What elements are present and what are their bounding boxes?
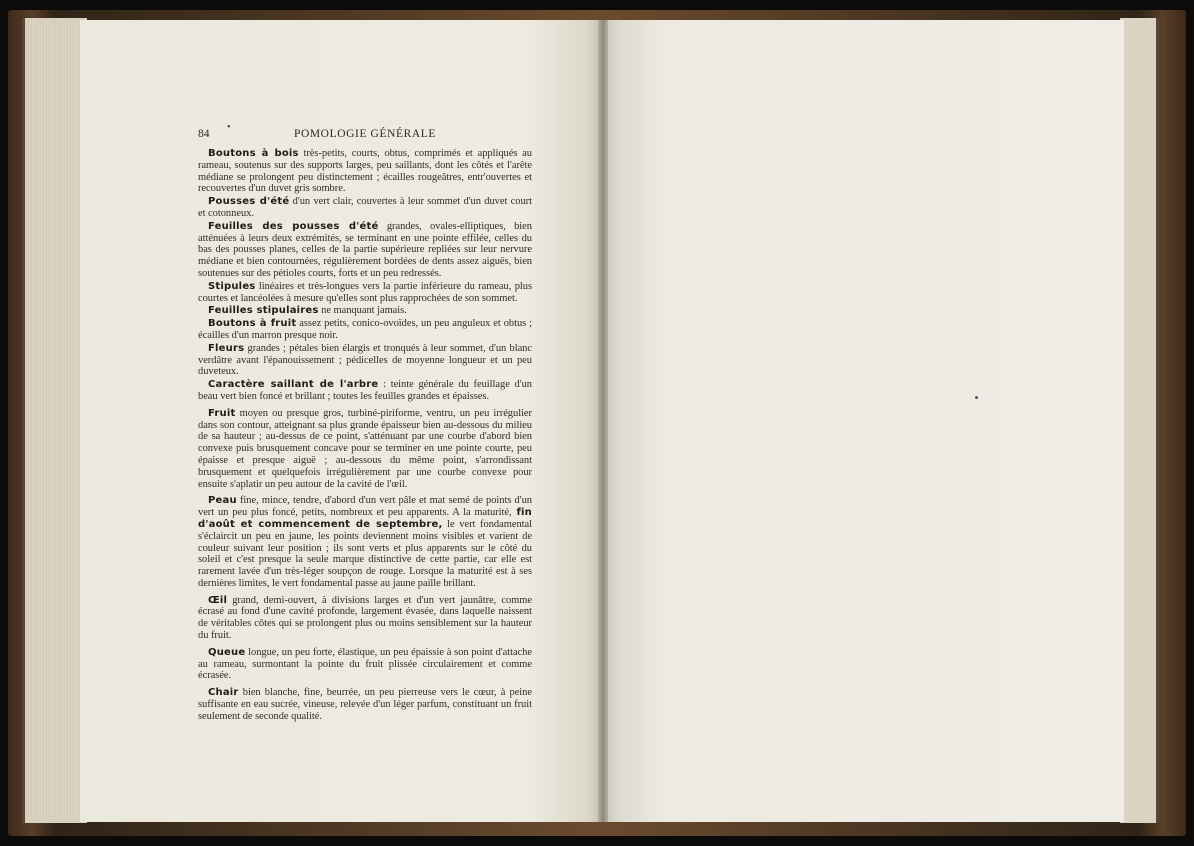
right-page-blank — [604, 20, 1124, 822]
paragraph-text: grandes, ovales-elliptiques, bien atténuées à leurs deux extrémités, se terminant en une pointe effilée, celles du bas des pousses planes, celles de la partie supérieure repliées sur leur nervure médiane et bien contournées, régulièrement bordées de dents assez aiguës, bien soutenues sur des pétioles courts, forts et un peu redressés. — [198, 220, 532, 279]
paragraph-text: fine, mince, tendre, d'abord d'un vert pâle et mat semé de points d'un vert un peu plus foncé, petits, nombreux et peu apparents. A la maturité, — [198, 495, 532, 519]
term: Boutons à bois — [208, 148, 299, 159]
print-mark: • — [227, 122, 231, 133]
paragraph-text: linéaires et très-longues vers la partie inférieure du rameau, plus courtes et lancéolées à mesure qu'elles sont plus rapprochées de son sommet. — [198, 280, 532, 304]
term: Œil — [208, 594, 228, 606]
term-maturity: fin d'août et commencement de septembre, — [198, 507, 533, 530]
paragraph-text: : teinte générale du feuillage d'un beau vert bien foncé et brillant ; toutes les feuilles grandes et épaisses. — [198, 379, 532, 402]
paragraph-text: très-petits, courts, obtus, comprimés et appliqués au rameau, soutenus sur des supports larges, peu saillants, dont les côtés et l'arête médiane se prolongent peu distinctement ; écailles rougeâtres, entr'ouvertes et recouvertes d'un duvet gris sombre. — [198, 148, 532, 195]
term: Pousses d'été — [208, 196, 290, 208]
term: Fleurs — [208, 342, 245, 354]
paragraph-text: longue, un peu forte, élastique, un peu épaissie à son point d'attache au rameau, surmontant la pointe du fruit plissée circulairement et comme écrasée. — [198, 646, 532, 682]
right-page-edges — [1120, 18, 1159, 823]
paragraph-text: moyen ou presque gros, turbiné-piriforme, ventru, un peu irrégulier dans son contour, atteignant sa plus grande épaisseur bien au-dessous du milieu de sa hauteur ; au-dessus de ce point, s'atténuant par une courbe d'abord bien convexe puis brusquement concave pour se terminer en une pointe courte, peu épaisse et presque aiguë ; au-dessous du même point, s'arrondissant brusquement et quelquefois irrégulièrement par une courbe convexe pour ensuite s'aplatir un peu autour de la cavité de l'œil. — [198, 407, 532, 490]
paragraph-text-continued: le vert fondamental s'éclaircit un peu en jaune, les points deviennent moins visibles et varient de couleur suivant leur position ; ils sont verts et plus apparents sur le côté du soleil et c'est presque la seule marque distinctive de cette partie, car elle est rarement lavée d'un très-léger soupçon de rouge. Lorsque la maturité est à ses dernières limites, le vert fondamental passe au jaune paille brillant. — [198, 518, 532, 589]
term: Queue — [208, 646, 246, 658]
term: Caractère saillant de l'arbre — [208, 379, 379, 391]
term: Peau — [208, 495, 237, 507]
page-text — [198, 148, 532, 724]
paragraph-queue — [198, 647, 532, 682]
term: Stipules — [208, 280, 256, 292]
book-gutter — [598, 20, 608, 822]
paragraph-peau — [198, 495, 532, 589]
term: Chair — [208, 687, 239, 699]
paragraph-fleurs — [198, 343, 532, 378]
page-title: POMOLOGIE GÉNÉRALE — [293, 128, 437, 140]
paper-speck — [975, 396, 978, 399]
term: Feuilles stipulaires — [208, 305, 319, 317]
paragraph-feuilles — [198, 221, 532, 280]
paragraph-feuilles-stipulaires — [198, 305, 532, 317]
paragraph-text: grand, demi-ouvert, à divisions larges et d'un vert jaunâtre, comme écrasé au fond d'une cavité profonde, largement évasée, dans laquelle naissent de véritables côtes qui se prolongent plus ou moins sensiblement sur la hauteur du fruit. — [198, 594, 532, 642]
paragraph-text: ne manquant jamais. — [318, 305, 407, 317]
running-head — [198, 122, 532, 144]
paragraph-text: assez petits, conico-ovoïdes, un peu anguleux et obtus ; écailles d'un marron presque noir. — [198, 318, 532, 341]
paragraph-text: d'un vert clair, couvertes à leur sommet d'un duvet court et cotonneux. — [198, 196, 532, 219]
paragraph-chair — [198, 687, 532, 722]
paragraph-text: grandes ; pétales bien élargis et tronqués à leur sommet, d'un blanc verdâtre avant l'épanouissement ; pédicelles de moyenne longueur et un peu duveteux. — [198, 342, 532, 378]
paragraph-oeil — [198, 595, 532, 642]
paragraph-boutons-a-fruit — [198, 318, 532, 342]
page-number: 84 — [198, 128, 210, 140]
paragraph-fruit — [198, 408, 532, 491]
term: Fruit — [208, 407, 236, 419]
paragraph-pousses — [198, 196, 532, 220]
paragraph-caractere — [198, 379, 532, 403]
term: Boutons à fruit — [208, 318, 297, 330]
paragraph-stipules — [198, 281, 532, 305]
term: Feuilles des pousses d'été — [208, 220, 379, 232]
paragraph-text: bien blanche, fine, beurrée, un peu pierreuse vers le cœur, à peine suffisante en eau sucrée, vineuse, relevée d'un léger parfum, constituant un fruit seulement de seconde qualité. — [198, 687, 532, 722]
left-page-edges — [22, 18, 87, 823]
paragraph-boutons-a-bois — [198, 148, 532, 195]
